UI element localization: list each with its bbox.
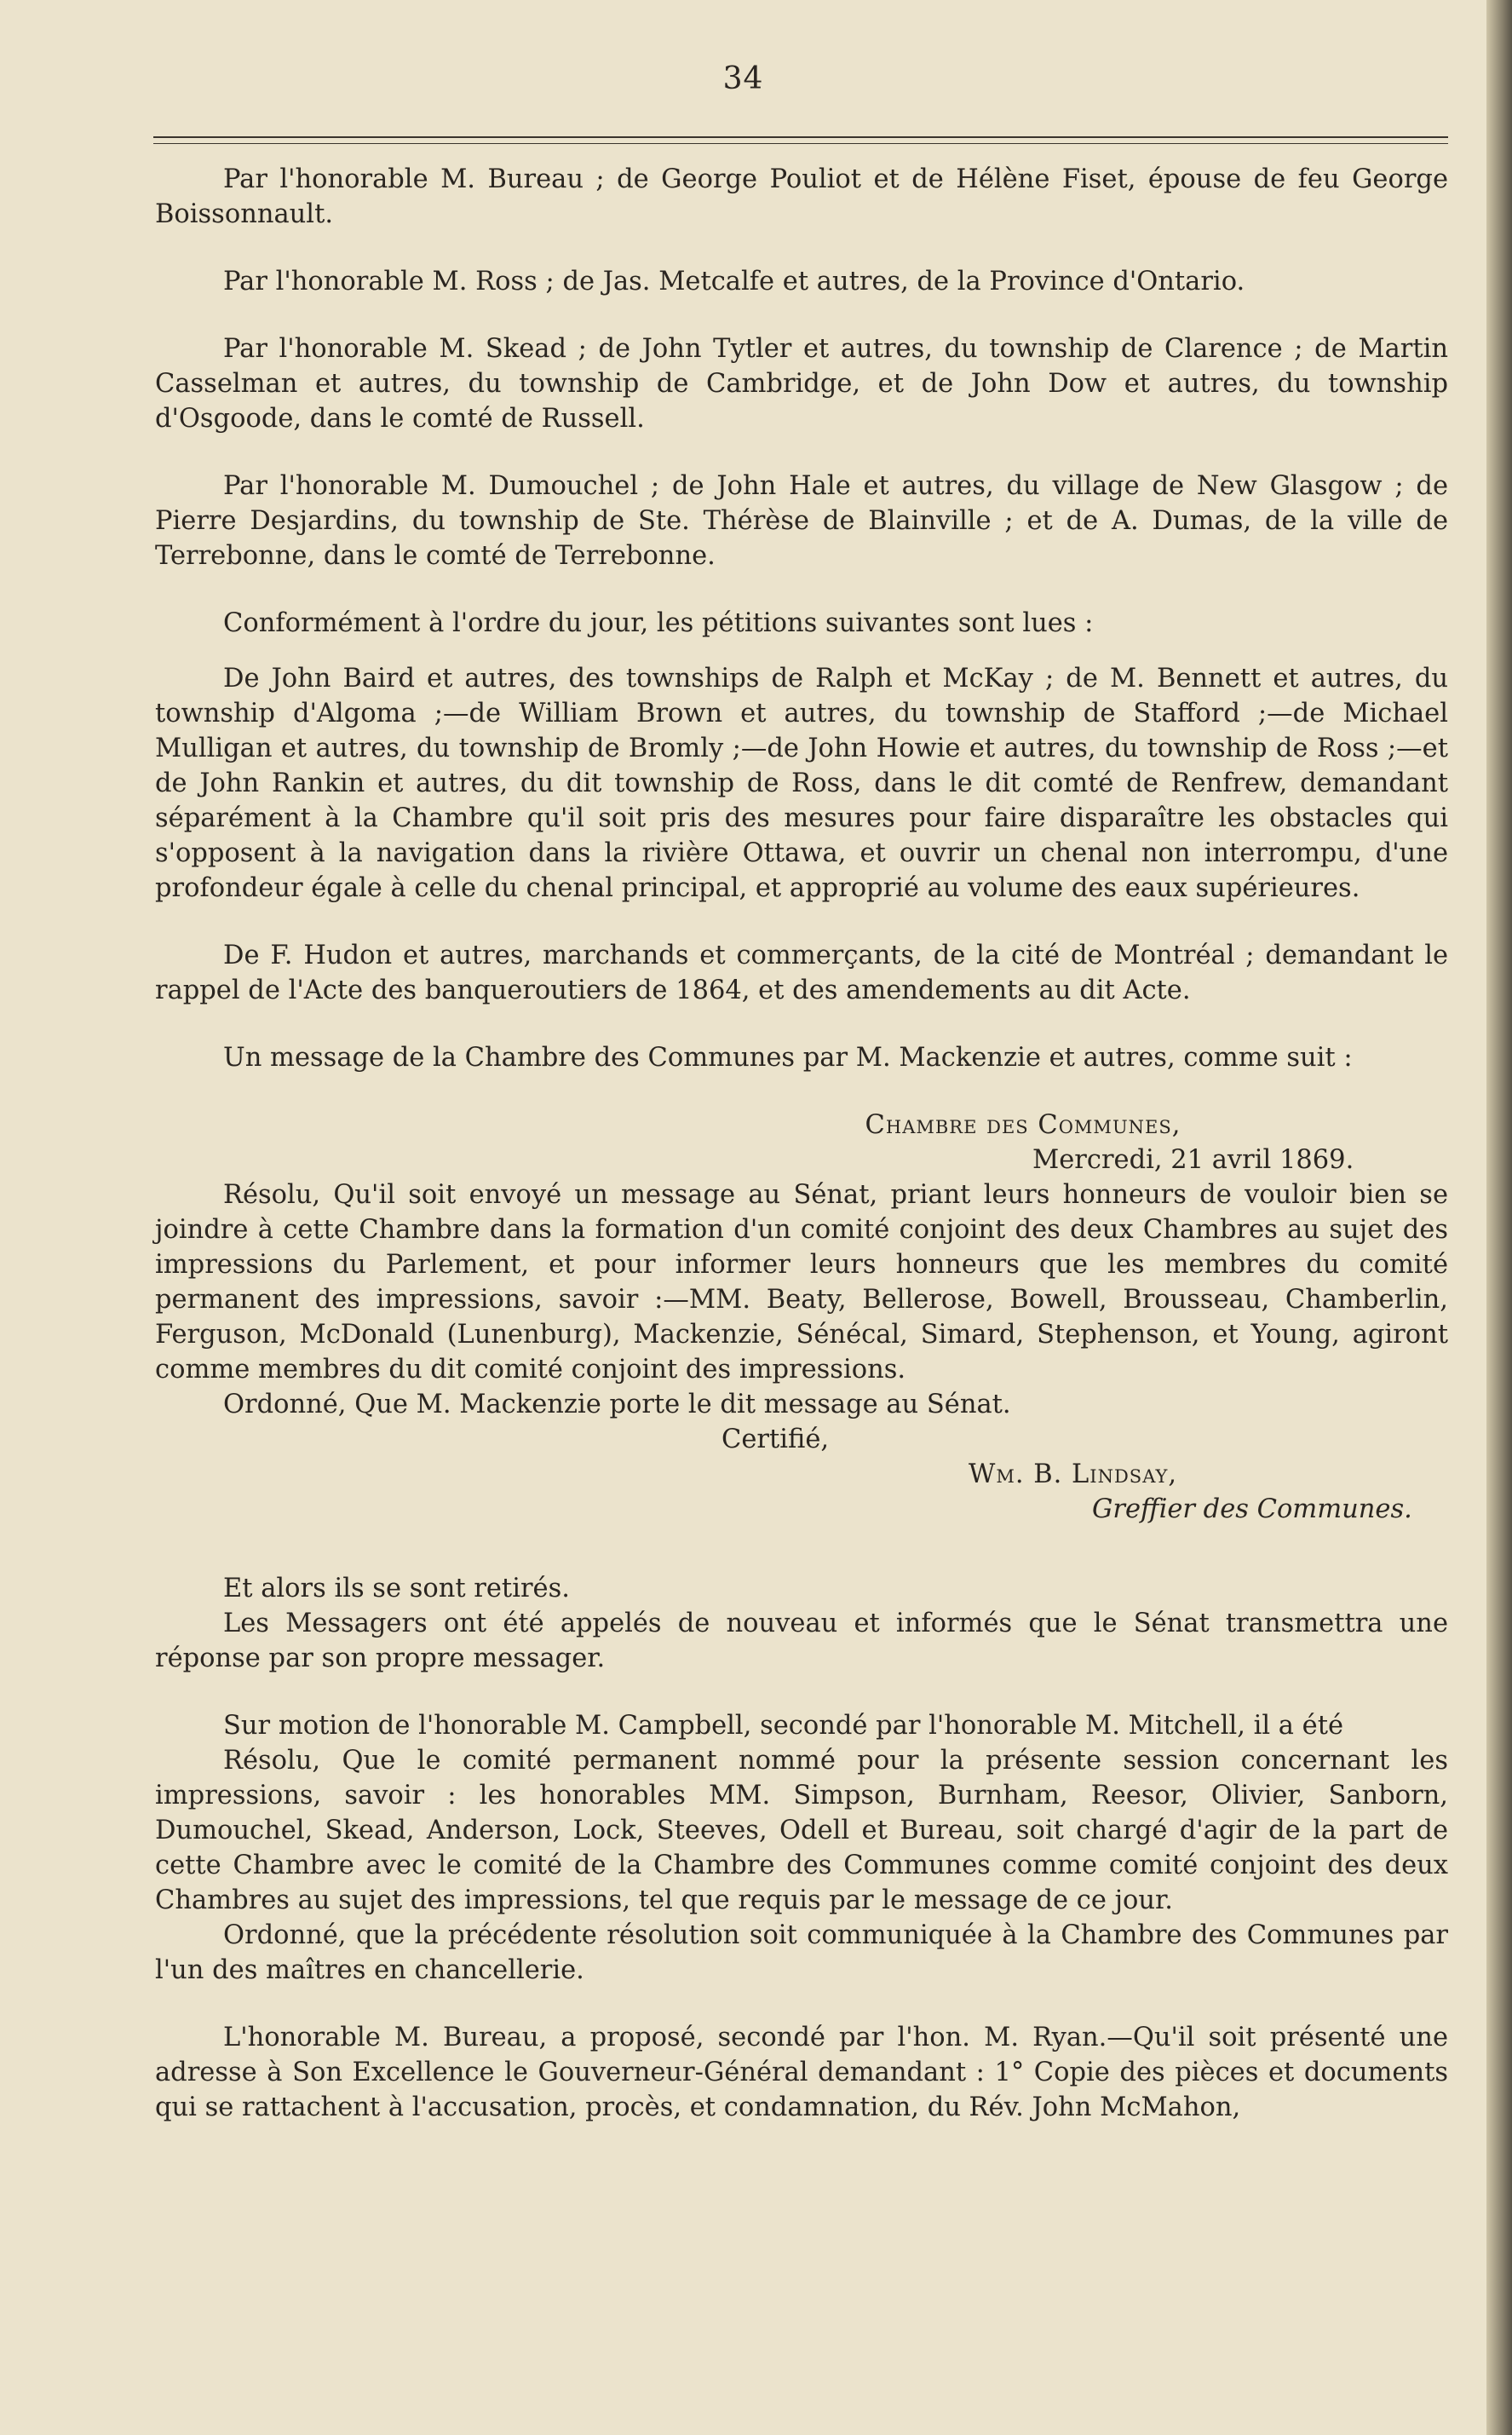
message-date: Mercredi, 21 avril 1869. — [1032, 1145, 1354, 1175]
message-certified: Certifié, — [722, 1425, 830, 1454]
message-order: Ordonné, Que M. Mackenzie porte le dit message au Sénat. — [223, 1390, 1011, 1419]
motion-intro: Sur motion de l'honorable M. Campbell, secondé par l'honorable M. Mitchell, il a été — [223, 1711, 1344, 1741]
header-rule — [153, 136, 1448, 138]
page-number: 34 — [722, 61, 764, 96]
petition-ross: Par l'honorable M. Ross ; de Jas. Metcalfe et autres, de la Province d'Ontario. — [223, 267, 1245, 296]
page-edge-shadow — [1486, 0, 1512, 2435]
page-body — [155, 162, 1448, 2125]
petition-skead: Par l'honorable M. Skead ; de John Tytler et autres, du township de Clarence ; de Martin Casselman et autres, du township de Cambridge, et de John Dow et autres, du township d'Osgoode, dans le comté de Russell. — [155, 334, 1448, 434]
message-signer: Wm. B. Lindsay, — [969, 1459, 1178, 1489]
order-of-day: Conformément à l'ordre du jour, les pétitions suivantes sont lues : — [223, 608, 1094, 638]
withdrawn-line: Et alors ils se sont retirés. — [223, 1574, 570, 1603]
motion-order: Ordonné, que la précédente résolution soit communiquée à la Chambre des Communes par l'un des maîtres en chancellerie. — [155, 1920, 1448, 1985]
petition-bureau: Par l'honorable M. Bureau ; de George Pouliot et de Hélène Fiset, épouse de feu George Boissonnault. — [155, 164, 1448, 229]
petitions-read: De John Baird et autres, des townships de Ralph et McKay ; de M. Bennett et autres, du township d'Algoma ;—de William Brown et autres, du township de Stafford ;—de Michael Mulligan et autres, du township de Bromly ;—de John Howie et autres, du township de Ross ;—et de John Rankin et autres, du dit township de Ross, dans le dit comté de Renfrew, demandant séparément à la Chambre qu'il soit pris des mesures pour faire disparaître les obstacles qui s'opposent à la navigation dans la rivière Ottawa, et ouvrir un chenal non interrompu, d'une profondeur égale à celle du chenal principal, et approprié au volume des eaux supérieures. — [155, 664, 1448, 903]
messengers-line: Les Messagers ont été appelés de nouveau et informés que le Sénat transmettra une réponse par son propre messager. — [155, 1609, 1448, 1673]
petition-dumouchel: Par l'honorable M. Dumouchel ; de John Hale et autres, du village de New Glasgow ; de Pierre Desjardins, du township de Ste. Thérèse de Blainville ; et de A. Dumas, de la ville de Terrebonne, dans le comté de Terrebonne. — [155, 471, 1448, 571]
petition-hudon: De F. Hudon et autres, marchands et commerçants, de la cité de Montréal ; demandant le rappel de l'Acte des banqueroutiers de 1864, et des amendements au dit Acte. — [155, 941, 1448, 1005]
message-resolution: Résolu, Qu'il soit envoyé un message au Sénat, priant leurs honneurs de vouloir bien se joindre à cette Chambre dans la formation d'un comité conjoint des deux Chambres au sujet des impressions du Parlement, et pour informer leurs honneurs que les membres du comité permanent des impressions, savoir :—MM. Beaty, Bellerose, Bowell, Brousseau, Chamberlin, Ferguson, McDonald (Lunenburg), Mackenzie, Sénécal, Simard, Stephenson, et Young, agiront comme membres du dit comité conjoint des impressions. — [155, 1180, 1448, 1384]
message-house: Chambre des Communes, — [865, 1110, 1181, 1140]
motion-resolution: Résolu, Que le comité permanent nommé pour la présente session concernant les impressions, savoir : les honorables MM. Simpson, Burnham, Reesor, Olivier, Sanborn, Dumouchel, Skead, Anderson, Lock, Steeves, Odell et Bureau, soit chargé d'agir de la part de cette Chambre avec le comité de la Chambre des Communes comme comité conjoint des deux Chambres au sujet des impressions, tel que requis par le message de ce jour. — [155, 1746, 1448, 1915]
message-intro: Un message de la Chambre des Communes par M. Mackenzie et autres, comme suit : — [223, 1043, 1353, 1073]
message-signer-title: Greffier des Communes. — [1092, 1494, 1412, 1524]
final-paragraph: L'honorable M. Bureau, a proposé, secondé par l'hon. M. Ryan.—Qu'il soit présenté une adresse à Son Excellence le Gouverneur-Général demandant : 1° Copie des pièces et documents qui se rattachent à l'accusation, procès, et condamnation, du Rév. John McMahon, — [155, 2023, 1448, 2122]
header-rule-thin — [153, 143, 1448, 144]
